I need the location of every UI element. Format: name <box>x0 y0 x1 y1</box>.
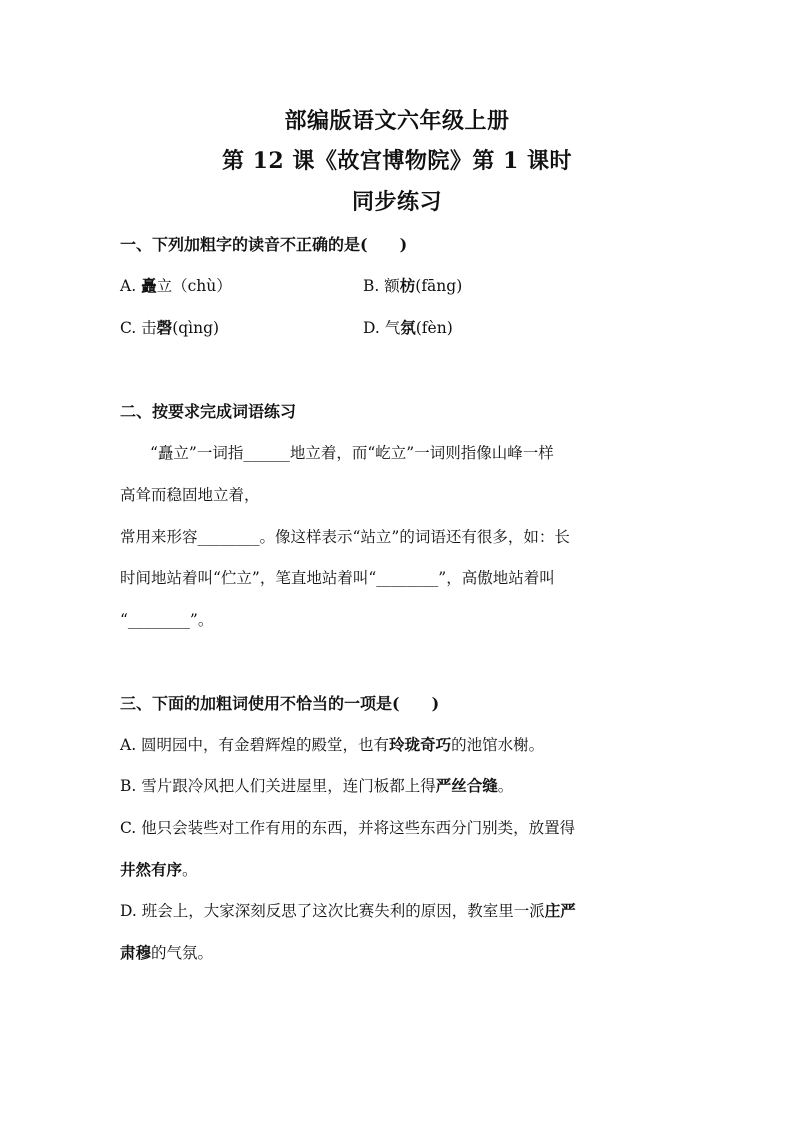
q3-option-b <box>120 774 513 796</box>
q3-option-d-line-2 <box>120 941 213 963</box>
q1-option-a <box>120 274 232 296</box>
q1-option-c-bold: 磬 <box>156 318 173 337</box>
q1-option-d-rest: (fèn) <box>415 319 453 337</box>
q3-option-c-post: 。 <box>182 861 198 879</box>
q2-line-5: “________”。 <box>120 611 214 629</box>
q1-option-d-bold: 氛 <box>400 318 416 337</box>
q2-heading: 二、按要求完成词语练习 <box>120 402 297 421</box>
q3-option-d-bold-2: 肃穆 <box>120 943 152 962</box>
q1-option-c-rest: (qìng) <box>172 319 220 337</box>
q3-heading: 三、下面的加粗词使用不恰当的一项是( ) <box>120 694 440 713</box>
q3-option-a-post: 的池馆水榭。 <box>451 736 545 754</box>
q3-option-c-line-2 <box>120 858 198 880</box>
q3-option-d-post: 的气氛。 <box>151 944 214 962</box>
lesson-title: 第 12 课《故宫博物院》第 1 课时 <box>221 148 573 174</box>
q3-option-c-line-1: C. 他只会装些对工作有用的东西，并将这些东西分门别类，放置得 <box>120 819 576 837</box>
q3-option-d-line-1 <box>120 899 576 921</box>
q1-option-d <box>363 316 453 338</box>
q3-option-b-bold: 严丝合缝 <box>435 776 498 795</box>
q1-option-a-label: A. <box>120 277 142 295</box>
exercise-title: 同步练习 <box>351 189 442 215</box>
q1-option-b-bold: 枋 <box>399 276 416 295</box>
q1-option-d-label: D. 气 <box>363 319 401 337</box>
q3-option-a <box>120 733 544 755</box>
q3-option-d-bold-1: 庄严 <box>544 901 576 920</box>
q3-option-b-pre: B. 雪片跟冷风把人们关进屋里，连门板都上得 <box>120 777 436 795</box>
q1-option-b <box>363 274 462 296</box>
q1-option-b-rest: (fāng) <box>415 277 463 295</box>
q2-line-1: “矗立”一词指______地立着，而“屹立”一词则指像山峰一样 <box>150 444 554 462</box>
q1-option-b-label: B. 额 <box>363 277 400 295</box>
q2-line-3: 常用来形容________。像这样表示“站立”的词语还有很多，如：长 <box>120 528 570 546</box>
q1-heading: 一、下列加粗字的读音不正确的是( ) <box>120 235 408 254</box>
q2-line-2: 高耸而稳固地立着， <box>120 486 260 504</box>
q3-option-d-pre: D. 班会上，大家深刻反思了这次比赛失利的原因，教室里一派 <box>120 902 545 920</box>
q2-line-4: 时间地站着叫“伫立”，笔直地站着叫“________”，高傲地站着叫 <box>120 569 555 587</box>
q1-option-a-bold: 矗 <box>141 276 157 295</box>
q3-option-a-bold: 玲珑奇巧 <box>389 735 452 754</box>
q1-option-c <box>120 316 219 338</box>
doc-title: 部编版语文六年级上册 <box>284 108 510 134</box>
q3-option-a-pre: A. 圆明园中，有金碧辉煌的殿堂，也有 <box>120 736 390 754</box>
q1-option-a-rest: 立（chù） <box>156 277 232 295</box>
q1-option-c-label: C. 击 <box>120 319 157 337</box>
q3-option-c-bold: 井然有序 <box>120 860 183 879</box>
q3-option-b-post: 。 <box>497 777 514 795</box>
